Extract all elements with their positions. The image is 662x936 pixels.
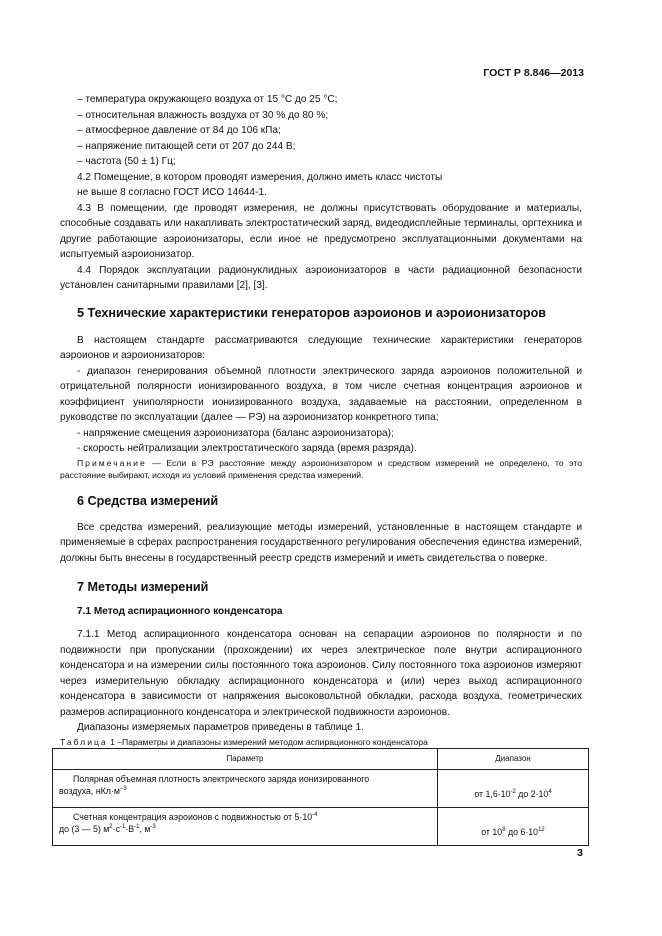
row1-param-unit-exp: −3 <box>119 785 127 792</box>
row2-range-from: от 10 <box>481 827 503 837</box>
row2-unit-a: до (3 — 5) м <box>59 823 110 834</box>
section-5-item-discharge-time: - скорость нейтрализации электростатического заряда (время разряда). <box>77 443 417 454</box>
row1-param-unit: воздуха, нКл·м <box>59 785 120 796</box>
condition-humidity: – относительная влажность воздуха от 30 % до 80 %; <box>77 109 329 121</box>
row2-parameter <box>53 807 438 845</box>
section-5-item-offset-voltage: - напряжение смещения аэроионизатора (баланс аэроионизатора); <box>77 427 394 439</box>
paragraph-4-2-line2: не выше 8 согласно ГОСТ ИСО 14644-1. <box>77 187 267 198</box>
section-5-note <box>60 457 582 481</box>
row1-range <box>438 769 589 807</box>
row1-range-to: до 2·10 <box>515 789 549 799</box>
table-caption-label: Таблица <box>60 736 108 747</box>
row2-unit-b: ·с <box>112 823 120 834</box>
row1-parameter <box>53 769 438 807</box>
row1-range-from: от 1,6·10 <box>474 789 511 799</box>
row2-unit-exp3: -1 <box>134 823 140 830</box>
paragraph-4-2-line1: 4.2 Помещение, в котором проводят измерения, должно иметь класс чистоты <box>77 171 443 183</box>
row2-param-line2 <box>59 823 431 835</box>
section-5-intro: В настоящем стандарте рассматриваются следующие технические характеристики генераторов аэроионов и аэроионизаторов: <box>60 334 582 361</box>
note-label: Примечание <box>77 457 147 468</box>
paragraph-4-3: 4.3 В помещении, где проводят измерения, не должны присутствовать оборудование и материалы, способные создавать или накапливать электростатический заряд, видеодисплейные терминалы, оргтехника и другие работающие аэроионизаторы, если иное не предусмотрено эксплуатационными документами на испытуемый аэроионизатор. <box>60 202 582 260</box>
page-number: 3 <box>577 847 583 859</box>
section-6-title: 6 Средства измерений <box>77 493 219 508</box>
row1-range-to-exp: 4 <box>548 789 552 795</box>
row2-param-text: Счетная концентрация аэроионов с подвижностью от 5·10 <box>73 811 313 822</box>
condition-temperature: – температура окружающего воздуха от 15 °С до 25 °С; <box>77 94 338 105</box>
table-row <box>53 807 589 845</box>
ranges-reference: Диапазоны измеряемых параметров приведены в таблице 1. <box>77 722 364 733</box>
document-code: ГОСТ Р 8.846—2013 <box>483 67 584 79</box>
subsection-7-1-title: 7.1 Метод аспирационного конденсатора <box>77 606 283 617</box>
table-caption-text: 1 –Параметры и диапазоны измерений методом аспирационного конденсатора <box>107 736 428 747</box>
header-range: Диапазон <box>438 748 589 769</box>
row1-range-from-exp: -2 <box>510 789 516 795</box>
table-1-caption <box>60 736 582 748</box>
section-5-title: 5 Технические характеристики генераторов аэроионов и аэроионизаторов <box>77 305 547 320</box>
row2-param-line1 <box>59 811 431 823</box>
paragraph-4-4: 4.4 Порядок эксплуатации радионуклидных аэроионизаторов в части радиационной безопасности установлен санитарными правилами [2], [3]. <box>60 264 582 291</box>
row2-unit-exp2: -1 <box>119 823 126 830</box>
table-1 <box>52 748 589 846</box>
row2-range-to: до 6·10 <box>505 827 539 837</box>
note-text: — Если в РЭ расстояние между аэроионизатором и средством измерений не определено, то это расстояние выбирают, исходя из условий применения средства измерений. <box>60 457 582 480</box>
row2-range-to-exp: 12 <box>538 827 545 833</box>
row2-unit-exp4: -3 <box>150 823 156 830</box>
section-7-title: 7 Методы измерений <box>77 580 209 594</box>
row2-unit-c: ·В <box>125 823 135 834</box>
section-5-item-range: - диапазон генерирования объемной плотности электрического заряда аэроионов положительной и отрицательной полярности ионизированного воздуха, в том числе счетная концентрация аэроионов и коэффициент униполярности ионизированного воздуха, задаваемые на расстоянии, определенном в руководстве по эксплуатации (далее — РЭ) на аэроионизатор конкретного типа; <box>60 365 582 423</box>
table-header-row <box>53 748 589 769</box>
row2-range-from-exp: 8 <box>502 827 506 833</box>
row2-param-exp: -4 <box>312 811 318 818</box>
row2-unit-exp1: 2 <box>109 823 113 830</box>
paragraph-7-1-1: 7.1.1 Метод аспирационного конденсатора основан на сепарации аэроионов по полярности и по подвижности при пропускании (прохождении) их через электрическое поле внутри аспирационного конденсатора и на измерении силы постоянного тока аэроионов. Силу постоянного тока аэроионов измеряют через измерительную обкладку аспирационного конденсатора и (или) через выход аспирационного конденсатора в зависимости от напряжения высоковольтной обкладки, расхода воздуха, геометрических размеров аспирационного конденсатора и электрической подвижности аэроионов. <box>60 629 582 718</box>
row1-param-line2 <box>59 785 431 797</box>
header-parameter: Параметр <box>53 748 438 769</box>
table-row <box>53 769 589 807</box>
section-6-text: Все средства измерений, реализующие методы измерений, установленные в настоящем стандарте и применяемые в сферах распространения государственного регулирования обеспечения единства измерений, должны быть внесены в государственный реестр средств измерений и иметь свидетельства о поверке. <box>60 521 582 564</box>
condition-frequency: – частота (50 ± 1) Гц; <box>77 156 176 167</box>
page-content <box>60 92 582 846</box>
row2-unit-d: , м <box>139 823 151 834</box>
condition-pressure: – атмосферное давление от 84 до 106 кПа; <box>77 125 281 136</box>
row1-param-line1: Полярная объемная плотность электрического заряда ионизированного <box>73 773 370 784</box>
row2-range <box>438 807 589 845</box>
condition-voltage: – напряжение питающей сети от 207 до 244 В; <box>77 140 296 152</box>
